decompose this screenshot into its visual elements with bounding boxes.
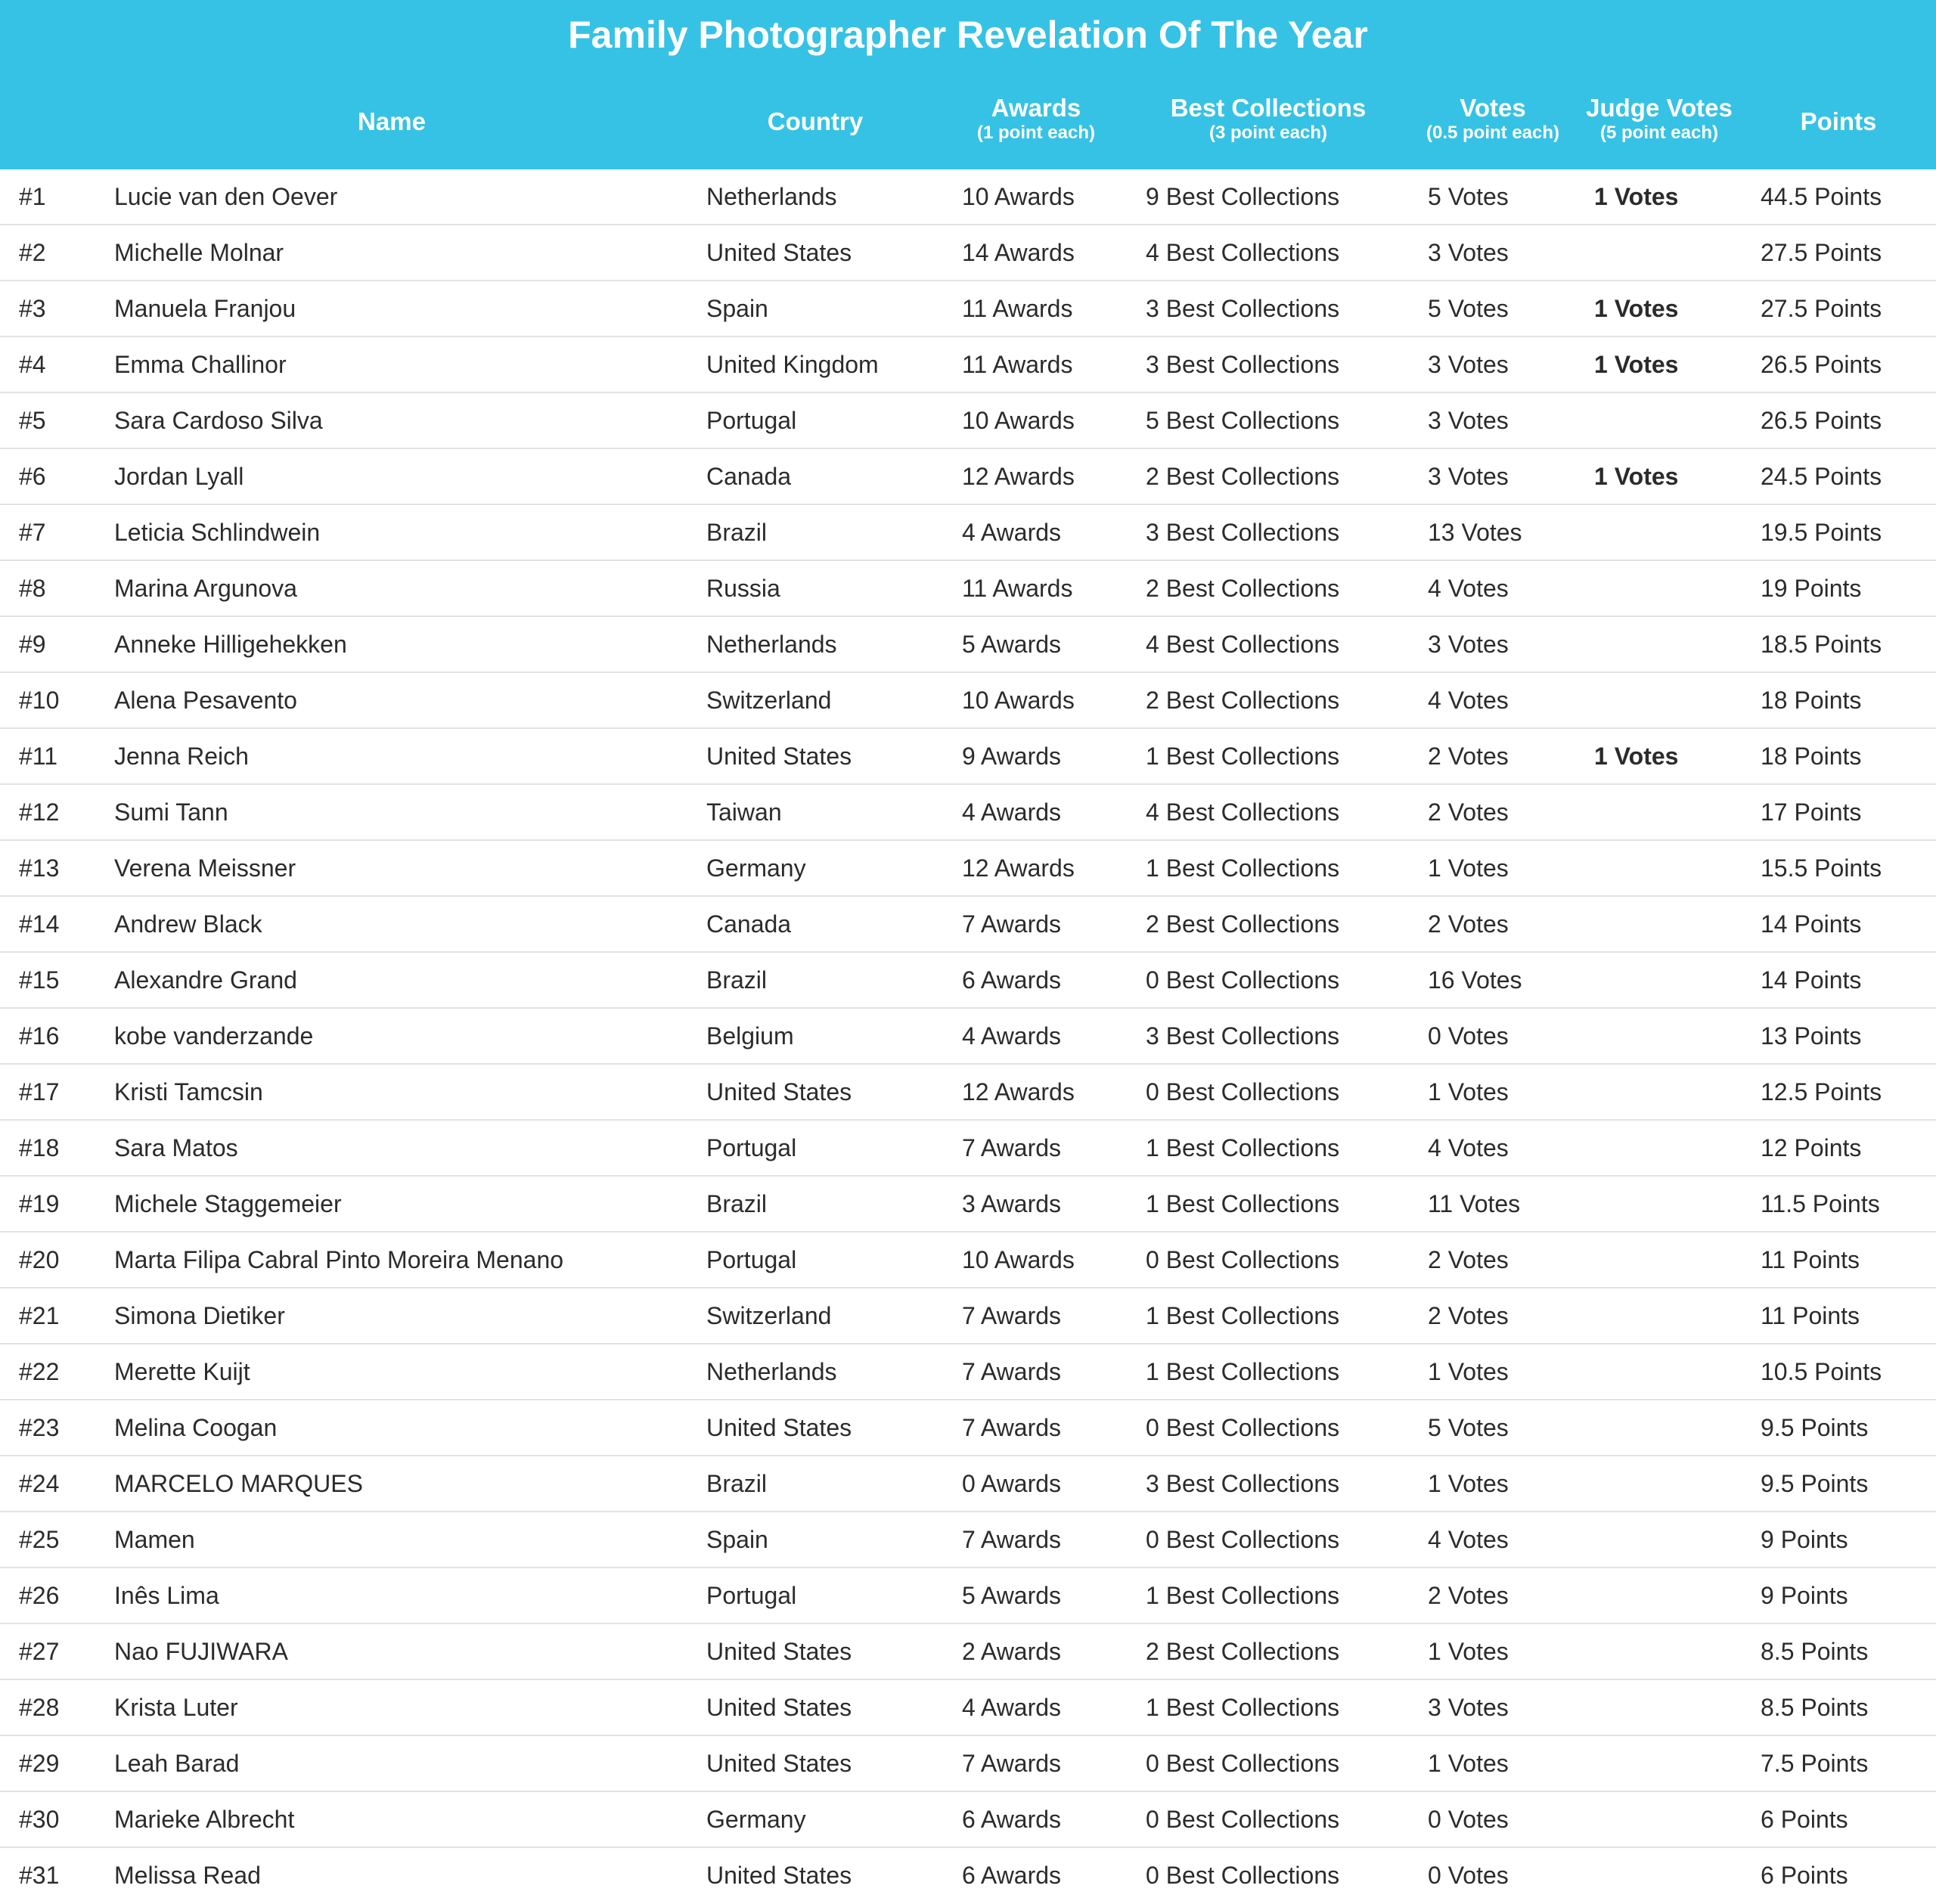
name-cell: Krista Luter: [114, 1694, 238, 1721]
points-cell: 11 Points: [1761, 1246, 1860, 1273]
rank-cell: #25: [19, 1526, 60, 1553]
points-cell: 27.5 Points: [1761, 239, 1882, 266]
rank-cell: #21: [19, 1302, 60, 1329]
votes-cell: 1 Votes: [1428, 1358, 1509, 1385]
country-cell: Taiwan: [706, 799, 782, 826]
best-collections-cell: 4 Best Collections: [1146, 799, 1340, 826]
table-row[interactable]: [0, 449, 1936, 505]
votes-cell: 1 Votes: [1428, 854, 1509, 882]
awards-cell: 0 Awards: [962, 1470, 1062, 1497]
country-cell: Spain: [706, 295, 768, 322]
table-row[interactable]: [0, 953, 1936, 1009]
table-row[interactable]: [0, 1177, 1936, 1233]
name-cell: Sara Matos: [114, 1134, 238, 1161]
best-collections-cell: 3 Best Collections: [1146, 351, 1340, 378]
country-cell: Brazil: [706, 1470, 768, 1497]
votes-cell: 1 Votes: [1428, 1638, 1509, 1665]
points-cell: 9 Points: [1761, 1526, 1848, 1553]
best-collections-cell: 2 Best Collections: [1146, 575, 1340, 602]
country-cell: United States: [706, 1414, 852, 1441]
votes-cell: 3 Votes: [1428, 631, 1509, 658]
best-collections-cell: 0 Best Collections: [1146, 1246, 1340, 1273]
country-cell: United States: [706, 1694, 852, 1721]
best-collections-cell: 0 Best Collections: [1146, 966, 1340, 994]
name-cell: Melina Coogan: [114, 1414, 278, 1441]
awards-cell: 10 Awards: [962, 1246, 1075, 1273]
awards-cell: 12 Awards: [962, 463, 1075, 490]
awards-cell: 11 Awards: [962, 575, 1073, 602]
votes-cell: 5 Votes: [1428, 1414, 1509, 1441]
awards-cell: 11 Awards: [962, 351, 1073, 378]
best-collections-cell: 3 Best Collections: [1146, 1470, 1340, 1497]
awards-cell: 12 Awards: [962, 854, 1075, 882]
country-cell: Brazil: [706, 519, 768, 546]
points-cell: 10.5 Points: [1761, 1358, 1882, 1385]
rank-cell: #8: [19, 575, 46, 602]
best-collections-cell: 0 Best Collections: [1146, 1806, 1340, 1833]
best-collections-cell: 2 Best Collections: [1146, 1638, 1340, 1665]
rank-cell: #5: [19, 407, 46, 434]
best-collections-cell: 2 Best Collections: [1146, 687, 1340, 714]
points-cell: 19.5 Points: [1761, 519, 1882, 546]
votes-cell: 2 Votes: [1428, 799, 1509, 826]
best-collections-cell: 1 Best Collections: [1146, 743, 1340, 770]
votes-cell: 4 Votes: [1428, 1134, 1509, 1161]
table-row[interactable]: [0, 281, 1936, 337]
points-cell: 8.5 Points: [1761, 1694, 1869, 1721]
country-cell: United States: [706, 1078, 852, 1105]
points-cell: 24.5 Points: [1761, 463, 1882, 490]
table-row[interactable]: [0, 1624, 1936, 1680]
name-cell: Manuela Franjou: [114, 295, 296, 322]
votes-cell: 5 Votes: [1428, 183, 1509, 210]
awards-cell: 6 Awards: [962, 966, 1062, 994]
country-cell: Brazil: [706, 966, 768, 994]
table-row[interactable]: [0, 841, 1936, 897]
votes-cell: 3 Votes: [1428, 239, 1509, 266]
column-header-awards-note: (1 point each): [976, 122, 1096, 143]
country-cell: Netherlands: [706, 1358, 837, 1385]
awards-cell: 11 Awards: [962, 295, 1073, 322]
awards-cell: 14 Awards: [962, 239, 1075, 266]
awards-cell: 4 Awards: [962, 799, 1062, 826]
table-row[interactable]: [0, 337, 1936, 393]
column-header-points-label: Points: [1800, 107, 1877, 135]
points-cell: 26.5 Points: [1761, 407, 1882, 434]
column-header-judge-label: Judge Votes: [1586, 94, 1733, 122]
best-collections-cell: 1 Best Collections: [1146, 1694, 1340, 1721]
rank-cell: #31: [19, 1862, 60, 1889]
table-row[interactable]: [0, 1121, 1936, 1177]
rank-cell: #9: [19, 631, 46, 658]
country-cell: Portugal: [706, 1134, 797, 1161]
best-collections-cell: 1 Best Collections: [1146, 1134, 1340, 1161]
table-row[interactable]: [0, 897, 1936, 953]
points-cell: 18.5 Points: [1761, 631, 1882, 658]
points-cell: 6 Points: [1761, 1862, 1848, 1889]
rank-cell: #17: [19, 1078, 60, 1105]
rank-cell: #1: [19, 183, 46, 210]
points-cell: 7.5 Points: [1761, 1750, 1869, 1777]
table-row[interactable]: [0, 673, 1936, 729]
name-cell: Sara Cardoso Silva: [114, 407, 323, 434]
rank-cell: #3: [19, 295, 46, 322]
awards-cell: 6 Awards: [962, 1806, 1062, 1833]
votes-cell: 2 Votes: [1428, 1302, 1509, 1329]
country-cell: Belgium: [706, 1022, 794, 1050]
name-cell: Marta Filipa Cabral Pinto Moreira Menano: [114, 1246, 564, 1273]
table-header: [0, 0, 1936, 169]
name-cell: Michelle Molnar: [114, 239, 284, 266]
awards-cell: 7 Awards: [962, 910, 1062, 938]
rank-cell: #19: [19, 1190, 60, 1217]
votes-cell: 2 Votes: [1428, 910, 1509, 938]
table-row[interactable]: [0, 1568, 1936, 1624]
table-row[interactable]: [0, 1512, 1936, 1568]
rank-cell: #12: [19, 799, 60, 826]
rank-cell: #28: [19, 1694, 60, 1721]
country-cell: Spain: [706, 1526, 768, 1553]
name-cell: Leticia Schlindwein: [114, 519, 321, 546]
column-header-judge-note: (5 point each): [1599, 122, 1719, 143]
name-cell: Michele Staggemeier: [114, 1190, 342, 1217]
table-row[interactable]: [0, 1848, 1936, 1902]
best-collections-cell: 0 Best Collections: [1146, 1526, 1340, 1553]
name-cell: Alena Pesavento: [114, 687, 297, 714]
points-cell: 9 Points: [1761, 1582, 1848, 1609]
best-collections-cell: 0 Best Collections: [1146, 1750, 1340, 1777]
table-row[interactable]: [0, 1233, 1936, 1288]
points-cell: 13 Points: [1761, 1022, 1862, 1050]
country-cell: United States: [706, 1862, 852, 1889]
best-collections-cell: 2 Best Collections: [1146, 463, 1340, 490]
column-header-votes[interactable]: [1426, 94, 1559, 144]
rank-cell: #18: [19, 1134, 60, 1161]
votes-cell: 16 Votes: [1428, 966, 1522, 994]
column-header-best-note: (3 point each): [1208, 122, 1327, 143]
page-title: Family Photographer Revelation Of The Year: [568, 14, 1368, 56]
votes-cell: 0 Votes: [1428, 1862, 1509, 1889]
rank-cell: #2: [19, 239, 46, 266]
name-cell: Jordan Lyall: [114, 463, 244, 490]
awards-cell: 10 Awards: [962, 183, 1075, 210]
best-collections-cell: 3 Best Collections: [1146, 519, 1340, 546]
column-header-country[interactable]: [768, 107, 864, 136]
name-cell: Leah Barad: [114, 1750, 240, 1777]
best-collections-cell: 1 Best Collections: [1146, 1190, 1340, 1217]
name-cell: Simona Dietiker: [114, 1302, 285, 1329]
rank-cell: #6: [19, 463, 46, 490]
awards-cell: 7 Awards: [962, 1134, 1062, 1161]
awards-cell: 7 Awards: [962, 1302, 1062, 1329]
rank-cell: #7: [19, 519, 46, 546]
country-cell: Russia: [706, 575, 780, 602]
points-cell: 27.5 Points: [1761, 295, 1882, 322]
points-cell: 18 Points: [1761, 687, 1862, 714]
name-cell: Melissa Read: [114, 1862, 261, 1889]
name-cell: Merette Kuijt: [114, 1358, 250, 1385]
votes-cell: 0 Votes: [1428, 1022, 1509, 1050]
votes-cell: 4 Votes: [1428, 687, 1509, 714]
country-cell: United Kingdom: [706, 351, 879, 378]
votes-cell: 2 Votes: [1428, 743, 1509, 770]
table-row[interactable]: [0, 729, 1936, 785]
table-row[interactable]: [0, 505, 1936, 561]
name-cell: Mamen: [114, 1526, 195, 1553]
points-cell: 14 Points: [1761, 966, 1862, 994]
points-cell: 9.5 Points: [1761, 1470, 1869, 1497]
country-cell: United States: [706, 1638, 852, 1665]
country-cell: Switzerland: [706, 687, 832, 714]
name-cell: Marina Argunova: [114, 575, 297, 602]
votes-cell: 11 Votes: [1428, 1190, 1521, 1217]
name-cell: Nao FUJIWARA: [114, 1638, 288, 1665]
column-header-points[interactable]: [1801, 107, 1877, 136]
country-cell: Portugal: [706, 407, 797, 434]
name-cell: MARCELO MARQUES: [114, 1470, 363, 1497]
points-cell: 15.5 Points: [1761, 854, 1882, 882]
points-cell: 9.5 Points: [1761, 1414, 1869, 1441]
country-cell: Netherlands: [706, 631, 837, 658]
points-cell: 12.5 Points: [1761, 1078, 1882, 1105]
awards-cell: 2 Awards: [962, 1638, 1062, 1665]
votes-cell: 1 Votes: [1428, 1078, 1509, 1105]
rank-cell: #16: [19, 1022, 60, 1050]
best-collections-cell: 0 Best Collections: [1146, 1862, 1340, 1889]
votes-cell: 2 Votes: [1428, 1582, 1509, 1609]
awards-cell: 12 Awards: [962, 1078, 1075, 1105]
points-cell: 8.5 Points: [1761, 1638, 1869, 1665]
column-header-judge-votes[interactable]: [1586, 94, 1733, 144]
judge-votes-cell: 1 Votes: [1594, 295, 1679, 322]
rank-cell: #20: [19, 1246, 60, 1273]
best-collections-cell: 1 Best Collections: [1146, 1302, 1340, 1329]
country-cell: United States: [706, 743, 852, 770]
name-cell: Alexandre Grand: [114, 966, 297, 994]
column-header-awards[interactable]: [977, 94, 1095, 144]
country-cell: Portugal: [706, 1246, 797, 1273]
points-cell: 19 Points: [1761, 575, 1862, 602]
awards-cell: 9 Awards: [962, 743, 1062, 770]
column-header-best-label: Best Collections: [1170, 94, 1367, 122]
table-row[interactable]: [0, 1792, 1936, 1848]
points-cell: 18 Points: [1761, 743, 1862, 770]
rank-cell: #30: [19, 1806, 60, 1833]
country-cell: Germany: [706, 1806, 806, 1833]
column-header-votes-note: (0.5 point each): [1426, 122, 1560, 143]
judge-votes-cell: 1 Votes: [1594, 351, 1679, 378]
rank-cell: #29: [19, 1750, 60, 1777]
votes-cell: 13 Votes: [1428, 519, 1522, 546]
country-cell: Switzerland: [706, 1302, 832, 1329]
best-collections-cell: 3 Best Collections: [1146, 295, 1340, 322]
awards-cell: 6 Awards: [962, 1862, 1062, 1889]
votes-cell: 3 Votes: [1428, 1694, 1509, 1721]
table-row[interactable]: [0, 393, 1936, 449]
rank-cell: #14: [19, 910, 60, 938]
best-collections-cell: 4 Best Collections: [1146, 631, 1340, 658]
column-header-country-label: Country: [767, 107, 864, 135]
country-cell: Canada: [706, 463, 792, 490]
name-cell: Lucie van den Oever: [114, 183, 338, 210]
rank-cell: #22: [19, 1358, 60, 1385]
votes-cell: 4 Votes: [1428, 1526, 1509, 1553]
country-cell: United States: [706, 1750, 852, 1777]
country-cell: Netherlands: [706, 183, 837, 210]
best-collections-cell: 1 Best Collections: [1146, 854, 1340, 882]
country-cell: United States: [706, 239, 852, 266]
table-row[interactable]: [0, 225, 1936, 281]
best-collections-cell: 0 Best Collections: [1146, 1078, 1340, 1105]
name-cell: Emma Challinor: [114, 351, 287, 378]
votes-cell: 4 Votes: [1428, 575, 1509, 602]
table-row[interactable]: [0, 1065, 1936, 1121]
best-collections-cell: 5 Best Collections: [1146, 407, 1340, 434]
votes-cell: 3 Votes: [1428, 407, 1509, 434]
table-row[interactable]: [0, 169, 1936, 225]
judge-votes-cell: 1 Votes: [1594, 183, 1679, 210]
table-row[interactable]: [0, 785, 1936, 841]
country-cell: Canada: [706, 910, 792, 938]
rank-cell: #4: [19, 351, 46, 378]
name-cell: Sumi Tann: [114, 799, 228, 826]
points-cell: 14 Points: [1761, 910, 1862, 938]
awards-cell: 7 Awards: [962, 1750, 1062, 1777]
name-cell: Anneke Hilligehekken: [114, 631, 347, 658]
awards-cell: 7 Awards: [962, 1526, 1062, 1553]
points-cell: 11.5 Points: [1761, 1190, 1880, 1217]
best-collections-cell: 9 Best Collections: [1146, 183, 1340, 210]
name-cell: Andrew Black: [114, 910, 262, 938]
best-collections-cell: 1 Best Collections: [1146, 1582, 1340, 1609]
points-cell: 26.5 Points: [1761, 351, 1882, 378]
name-cell: Marieke Albrecht: [114, 1806, 295, 1833]
table-row[interactable]: [0, 1009, 1936, 1065]
rank-cell: #11: [19, 743, 58, 770]
awards-cell: 4 Awards: [962, 1694, 1062, 1721]
points-cell: 6 Points: [1761, 1806, 1848, 1833]
awards-cell: 10 Awards: [962, 407, 1075, 434]
awards-cell: 3 Awards: [962, 1190, 1062, 1217]
best-collections-cell: 3 Best Collections: [1146, 1022, 1340, 1050]
awards-cell: 10 Awards: [962, 687, 1075, 714]
column-header-awards-label: Awards: [991, 94, 1081, 122]
best-collections-cell: 1 Best Collections: [1146, 1358, 1340, 1385]
rank-cell: #10: [19, 687, 60, 714]
rank-cell: #15: [19, 966, 60, 994]
rank-cell: #26: [19, 1582, 60, 1609]
awards-cell: 7 Awards: [962, 1358, 1062, 1385]
votes-cell: 0 Votes: [1428, 1806, 1509, 1833]
column-header-best-collections[interactable]: [1171, 94, 1367, 144]
awards-cell: 4 Awards: [962, 519, 1062, 546]
name-cell: Verena Meissner: [114, 854, 296, 882]
column-header-name[interactable]: [358, 107, 426, 136]
table-row[interactable]: [0, 1288, 1936, 1344]
points-cell: 12 Points: [1761, 1134, 1862, 1161]
points-cell: 17 Points: [1761, 799, 1862, 826]
table-row[interactable]: [0, 617, 1936, 673]
judge-votes-cell: 1 Votes: [1594, 463, 1679, 490]
name-cell: Jenna Reich: [114, 743, 249, 770]
column-header-name-label: Name: [358, 107, 426, 135]
awards-cell: 5 Awards: [962, 631, 1062, 658]
name-cell: kobe vanderzande: [114, 1022, 314, 1050]
votes-cell: 3 Votes: [1428, 351, 1509, 378]
rank-cell: #13: [19, 854, 60, 882]
table-row[interactable]: [0, 561, 1936, 617]
rank-cell: #27: [19, 1638, 60, 1665]
best-collections-cell: 0 Best Collections: [1146, 1414, 1340, 1441]
table-row[interactable]: [0, 1736, 1936, 1792]
points-cell: 44.5 Points: [1761, 183, 1882, 210]
table-row[interactable]: [0, 1400, 1936, 1456]
points-cell: 11 Points: [1761, 1302, 1860, 1329]
country-cell: Germany: [706, 854, 806, 882]
country-cell: Brazil: [706, 1190, 768, 1217]
table-body: [0, 169, 1936, 1902]
rank-cell: #24: [19, 1470, 60, 1497]
name-cell: Kristi Tamcsin: [114, 1078, 263, 1105]
table-row[interactable]: [0, 1680, 1936, 1736]
votes-cell: 1 Votes: [1428, 1750, 1509, 1777]
column-header-votes-label: Votes: [1460, 94, 1526, 122]
votes-cell: 1 Votes: [1428, 1470, 1509, 1497]
table-row[interactable]: [0, 1344, 1936, 1400]
judge-votes-cell: 1 Votes: [1594, 743, 1679, 770]
awards-cell: 7 Awards: [962, 1414, 1062, 1441]
best-collections-cell: 4 Best Collections: [1146, 239, 1340, 266]
table-row[interactable]: [0, 1456, 1936, 1512]
rank-cell: #23: [19, 1414, 60, 1441]
country-cell: Portugal: [706, 1582, 797, 1609]
awards-cell: 5 Awards: [962, 1582, 1062, 1609]
best-collections-cell: 2 Best Collections: [1146, 910, 1340, 938]
votes-cell: 2 Votes: [1428, 1246, 1509, 1273]
name-cell: Inês Lima: [114, 1582, 219, 1609]
awards-cell: 4 Awards: [962, 1022, 1062, 1050]
votes-cell: 5 Votes: [1428, 295, 1509, 322]
votes-cell: 3 Votes: [1428, 463, 1509, 490]
